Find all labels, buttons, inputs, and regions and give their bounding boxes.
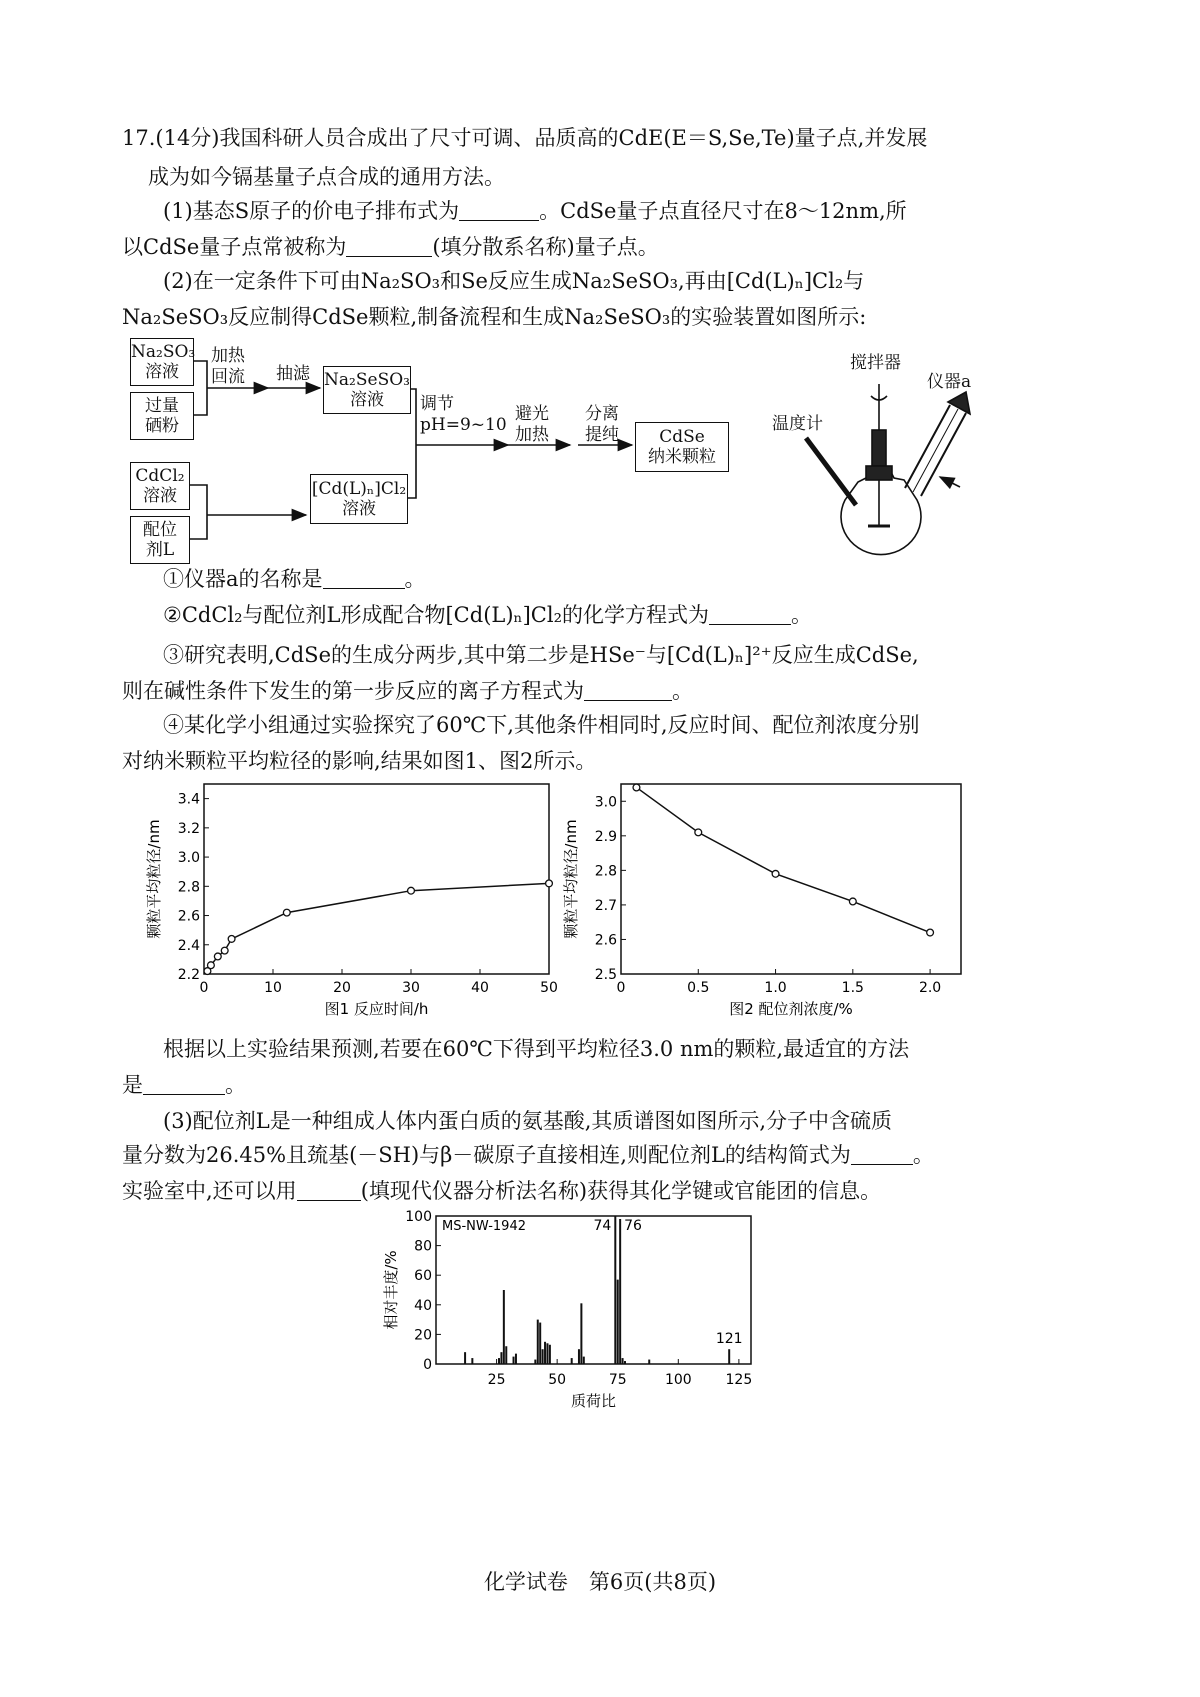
flow-na2so3-l2: 溶液 bbox=[145, 362, 179, 382]
answer-blank-8[interactable] bbox=[297, 1180, 361, 1201]
question-header-cont: 成为如今镉基量子点合成的通用方法。 bbox=[148, 165, 505, 189]
data-point bbox=[221, 947, 228, 954]
predict-line2 bbox=[122, 1070, 246, 1100]
flow-na2seso3-l1: Na₂SeSO₃ bbox=[324, 370, 410, 390]
page-footer: 化学试卷 第6页(共8页) bbox=[483, 1570, 717, 1594]
flow-se-l1: 过量 bbox=[145, 396, 179, 416]
data-point bbox=[228, 936, 235, 943]
y-tick-label: 2.9 bbox=[594, 828, 617, 845]
flow-box-product bbox=[635, 422, 729, 472]
data-point bbox=[208, 962, 215, 969]
flask-outline bbox=[841, 470, 921, 555]
x-tick-label: 10 bbox=[264, 980, 282, 996]
x-tick-label: 1.0 bbox=[764, 980, 787, 996]
x-tick-label: 40 bbox=[471, 980, 489, 996]
flow-label-adjust bbox=[420, 394, 507, 436]
flow-complex-l1: [Cd(L)ₙ]Cl₂ bbox=[311, 479, 407, 499]
x-tick-label: 30 bbox=[402, 980, 420, 996]
flow-arrows bbox=[0, 0, 1200, 600]
flow-reflux: 回流 bbox=[211, 367, 245, 387]
data-point bbox=[633, 784, 640, 791]
data-point bbox=[927, 929, 934, 936]
x-tick-label: 50 bbox=[548, 1372, 567, 1388]
y-axis-label: 颗粒平均粒径/nm bbox=[145, 819, 163, 939]
y-axis-label: 相对丰度/% bbox=[382, 1250, 400, 1330]
q3-text-d: (填现代仪器分析法名称)获得其化学键或官能团的信息。 bbox=[360, 1179, 882, 1203]
y-tick-label: 2.6 bbox=[177, 908, 200, 925]
mass-spectrum-chart bbox=[378, 1204, 768, 1419]
apparatus-instrument-a-label: 仪器a bbox=[927, 372, 972, 392]
flow-cdcl2-l1: CdCl₂ bbox=[135, 466, 185, 486]
sub4-line1: ④某化学小组通过实验探究了60℃下,其他条件相同时,反应时间、配位剂浓度分别 bbox=[163, 713, 920, 737]
x-tick-label: 100 bbox=[664, 1372, 692, 1388]
figure-1-chart bbox=[140, 776, 580, 1026]
y-tick-label: 3.0 bbox=[594, 794, 617, 811]
flow-na2so3-l1: Na₂SO₃ bbox=[131, 342, 196, 362]
answer-blank-6[interactable] bbox=[143, 1074, 225, 1095]
condenser-top bbox=[948, 392, 970, 414]
x-tick-label: 50 bbox=[540, 980, 558, 996]
q3-text-b: 量分数为26.45%且巯基(－SH)与β－碳原子直接相连,则配位剂L的结构简式为 bbox=[122, 1143, 851, 1167]
y-tick-label: 100 bbox=[405, 1209, 432, 1225]
flow-separate: 分离 bbox=[585, 404, 619, 424]
sub1-period: 。 bbox=[404, 567, 426, 591]
condenser-outer bbox=[905, 405, 966, 496]
data-point bbox=[695, 829, 702, 836]
flow-adjust-l1: 调节 bbox=[420, 394, 454, 414]
answer-blank-7[interactable] bbox=[851, 1144, 913, 1165]
flow-box-na2so3 bbox=[130, 338, 194, 386]
data-point bbox=[772, 870, 779, 877]
y-tick-label: 2.8 bbox=[594, 863, 617, 880]
y-tick-label: 2.7 bbox=[594, 897, 617, 914]
flow-product-l2: 纳米颗粒 bbox=[648, 447, 716, 467]
y-tick-label: 3.0 bbox=[177, 850, 200, 867]
flow-box-na2seso3 bbox=[323, 366, 411, 414]
x-tick-label: 25 bbox=[487, 1372, 506, 1388]
flow-heat2: 加热 bbox=[515, 425, 549, 445]
figure-2-chart bbox=[555, 776, 975, 1026]
chart-caption: 图2 配位剂浓度/% bbox=[729, 1000, 853, 1018]
q1-line2 bbox=[122, 232, 659, 262]
plot-frame bbox=[436, 1216, 751, 1364]
flow-purify: 提纯 bbox=[585, 425, 619, 445]
y-axis-label: 颗粒平均粒径/nm bbox=[562, 819, 580, 939]
q3-period: 。 bbox=[912, 1143, 934, 1167]
y-tick-label: 3.2 bbox=[177, 820, 200, 837]
y-tick-label: 0 bbox=[423, 1357, 432, 1373]
flow-label-separate bbox=[585, 404, 619, 446]
q2-line1: (2)在一定条件下可由Na₂SO₃和Se反应生成Na₂SeSO₃,再由[Cd(L)ₙ]Cl₂与 bbox=[163, 269, 865, 293]
water-inlet-arrow bbox=[940, 477, 960, 487]
answer-blank-2[interactable] bbox=[346, 236, 432, 257]
condenser-inner bbox=[913, 409, 958, 492]
series-line bbox=[636, 787, 930, 932]
x-axis-label: 质荷比 bbox=[570, 1392, 617, 1410]
flow-box-se bbox=[130, 392, 194, 440]
flow-label-heat-reflux bbox=[211, 346, 245, 388]
spectrum-id: MS-NW-1942 bbox=[442, 1219, 526, 1234]
answer-blank-4[interactable] bbox=[709, 604, 791, 625]
series-line bbox=[207, 883, 549, 971]
sub3-text-b: 则在碱性条件下发生的第一步反应的离子方程式为 bbox=[122, 679, 584, 703]
peak-label-74: 74 bbox=[593, 1218, 612, 1234]
flow-box-cdcl2 bbox=[130, 462, 190, 510]
x-tick-label: 20 bbox=[333, 980, 351, 996]
data-point bbox=[214, 953, 221, 960]
chart-caption: 图1 反应时间/h bbox=[324, 1000, 429, 1018]
q3-line2 bbox=[122, 1140, 934, 1170]
data-point bbox=[408, 887, 415, 894]
flow-label-dark-heat bbox=[515, 404, 549, 446]
x-tick-label: 0.5 bbox=[687, 980, 710, 996]
x-tick-label: 2.0 bbox=[918, 980, 942, 996]
sub1-line bbox=[163, 564, 426, 594]
predict-text-b: 是 bbox=[122, 1073, 143, 1097]
y-tick-label: 40 bbox=[414, 1297, 432, 1314]
data-point bbox=[546, 880, 553, 887]
stirrer-coupling bbox=[872, 430, 886, 466]
answer-blank-3[interactable] bbox=[323, 568, 405, 589]
y-tick-label: 20 bbox=[414, 1327, 432, 1344]
apparatus-thermometer-label: 温度计 bbox=[772, 414, 823, 434]
y-tick-label: 60 bbox=[414, 1268, 432, 1285]
flow-cdcl2-l2: 溶液 bbox=[143, 486, 177, 506]
flask-neck-stopper bbox=[866, 466, 892, 480]
data-point bbox=[283, 909, 290, 916]
x-tick-label: 125 bbox=[725, 1372, 753, 1388]
sub3-line2 bbox=[122, 676, 693, 706]
x-tick-label: 0 bbox=[199, 980, 209, 996]
flow-dark: 避光 bbox=[515, 404, 549, 424]
answer-blank-1[interactable] bbox=[459, 200, 539, 221]
plot-frame bbox=[204, 784, 549, 974]
y-tick-label: 2.4 bbox=[177, 937, 200, 954]
sub4-line2: 对纳米颗粒平均粒径的影响,结果如图1、图2所示。 bbox=[122, 749, 597, 773]
bracket-bottom-inputs bbox=[189, 485, 306, 539]
y-tick-label: 2.2 bbox=[177, 967, 200, 983]
peak-label-121: 121 bbox=[715, 1331, 743, 1348]
answer-blank-5[interactable] bbox=[584, 680, 672, 701]
sub2-text: ②CdCl₂与配位剂L形成配合物[Cd(L)ₙ]Cl₂的化学方程式为 bbox=[163, 603, 709, 627]
sub3-line1: ③研究表明,CdSe的生成分两步,其中第二步是HSe⁻与[Cd(L)ₙ]²⁺反应生成CdSe, bbox=[163, 643, 919, 667]
y-tick-label: 2.8 bbox=[177, 879, 200, 896]
sub3-period: 。 bbox=[672, 679, 693, 703]
q2-line2: Na₂SeSO₃反应制得CdSe颗粒,制备流程和生成Na₂SeSO₃的实验装置如图所示: bbox=[122, 305, 867, 329]
q1-text-a: (1)基态S原子的价电子排布式为 bbox=[163, 199, 460, 223]
x-tick-label: 75 bbox=[608, 1372, 627, 1388]
q3-line1: (3)配位剂L是一种组成人体内蛋白质的氨基酸,其质谱图如图所示,分子中含硫质 bbox=[163, 1109, 893, 1133]
sub2-period: 。 bbox=[791, 603, 812, 627]
q1-line1 bbox=[163, 196, 907, 226]
sub1-text: ①仪器a的名称是 bbox=[163, 567, 323, 591]
question-header: 17.(14分)我国科研人员合成出了尺寸可调、品质高的CdE(E＝S,Se,Te)量子点,并发展 bbox=[122, 126, 928, 150]
y-tick-label: 2.6 bbox=[594, 932, 617, 949]
y-tick-label: 2.5 bbox=[594, 967, 617, 983]
q3-line3 bbox=[122, 1176, 881, 1206]
apparatus-stirrer-label: 搅拌器 bbox=[850, 353, 901, 373]
flow-box-complex bbox=[310, 474, 408, 524]
flow-box-ligand bbox=[130, 516, 190, 564]
flow-label-filter: 抽滤 bbox=[276, 364, 310, 384]
thermometer-tube bbox=[806, 438, 856, 505]
flow-se-l2: 硒粉 bbox=[145, 416, 179, 436]
flow-complex-l2: 溶液 bbox=[342, 499, 376, 519]
data-point bbox=[849, 898, 856, 905]
y-tick-label: 80 bbox=[414, 1238, 432, 1255]
y-tick-label: 3.4 bbox=[177, 791, 200, 808]
x-tick-label: 0 bbox=[616, 980, 626, 996]
flow-heat: 加热 bbox=[211, 346, 245, 366]
flow-adjust-l2: pH=9~10 bbox=[420, 415, 507, 435]
predict-line1: 根据以上实验结果预测,若要在60℃下得到平均粒径3.0 nm的颗粒,最适宜的方法 bbox=[163, 1037, 910, 1061]
q1-text-b: 。CdSe量子点直径尺寸在8～12nm,所 bbox=[539, 199, 907, 223]
q1-text-d: (填分散系名称)量子点。 bbox=[432, 235, 659, 259]
predict-period: 。 bbox=[225, 1073, 246, 1097]
stirrer-rotation bbox=[871, 396, 887, 400]
q1-text-c: 以CdSe量子点常被称为 bbox=[122, 235, 347, 259]
flow-na2seso3-l2: 溶液 bbox=[350, 390, 384, 410]
x-tick-label: 1.5 bbox=[841, 980, 864, 996]
peak-label-76: 76 bbox=[624, 1218, 642, 1234]
apparatus-drawing bbox=[0, 0, 1200, 600]
flow-ligand-l2: 剂L bbox=[145, 540, 175, 560]
flow-ligand-l1: 配位 bbox=[143, 520, 177, 540]
flow-product-l1: CdSe bbox=[659, 427, 705, 447]
q3-text-c: 实验室中,还可以用 bbox=[122, 1179, 297, 1203]
sub2-line bbox=[163, 600, 812, 630]
